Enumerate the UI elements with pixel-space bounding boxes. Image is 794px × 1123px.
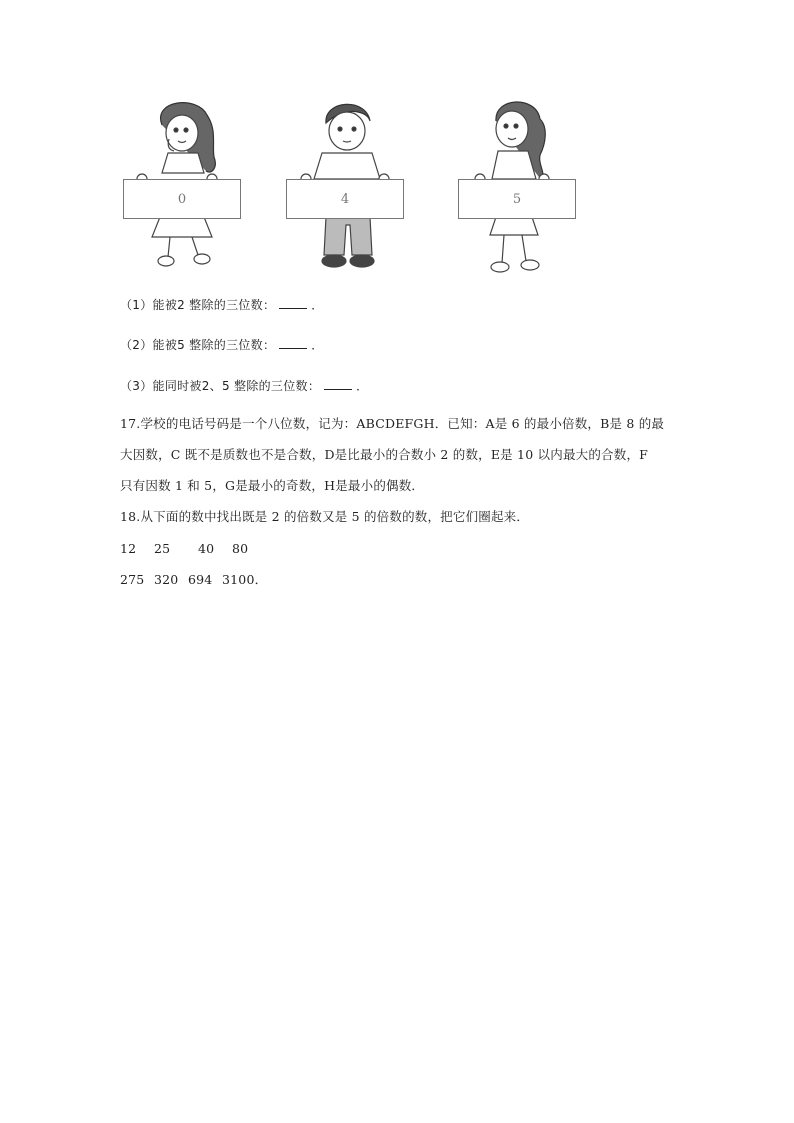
girl-ponytail-figure <box>456 95 581 285</box>
number-card <box>458 179 576 219</box>
question-17-line-1: 17.学校的电话号码是一个八位数，记为：ABCDEFGH．已知：A是 6 的最小倍数，B是 8 的最 <box>120 416 665 431</box>
number-item[interactable]: 80 <box>232 541 249 556</box>
answer-blank[interactable] <box>279 337 307 349</box>
number-item[interactable]: 694 <box>188 572 213 587</box>
number-item[interactable]: 275 <box>120 572 145 587</box>
number-item[interactable]: 320 <box>154 572 179 587</box>
question-suffix: ． <box>311 298 324 312</box>
number-card <box>123 179 241 219</box>
question-17-line-3: 只有因数 1 和 5，G是最小的奇数，H是最小的偶数． <box>120 478 425 493</box>
question-18-text: 18.从下面的数中找出既是 2 的倍数又是 5 的倍数的数，把它们圈起来． <box>120 509 530 524</box>
answer-blank[interactable] <box>324 378 352 390</box>
question-17-line-2: 大因数，C 既不是质数也不是合数，D是比最小的合数小 2 的数，E是 10 以内最大的合数，F <box>120 447 649 462</box>
question-16-part-1 <box>120 296 324 314</box>
number-row-1 <box>120 540 266 558</box>
question-suffix: ． <box>356 379 369 393</box>
question-16-part-2 <box>120 336 324 354</box>
question-text: （3）能同时被2、5 整除的三位数： <box>120 379 321 393</box>
card-number: 4 <box>340 191 350 207</box>
number-item[interactable]: 40 <box>198 541 215 556</box>
number-item[interactable]: 12 <box>120 541 137 556</box>
answer-blank[interactable] <box>279 297 307 309</box>
question-suffix: ． <box>311 338 324 352</box>
children-with-number-cards-illustration <box>118 95 598 285</box>
question-16-part-3 <box>120 377 368 395</box>
number-card <box>286 179 404 219</box>
number-item[interactable]: 25 <box>154 541 171 556</box>
number-row-2 <box>120 571 272 589</box>
card-number: 0 <box>177 191 187 207</box>
boy-figure <box>284 95 409 275</box>
question-text: （1）能被2 整除的三位数： <box>120 298 276 312</box>
number-item[interactable]: 3100． <box>222 572 268 587</box>
question-text: （2）能被5 整除的三位数： <box>120 338 276 352</box>
girl-curly-hair-figure <box>122 95 247 275</box>
card-number: 5 <box>512 191 522 207</box>
